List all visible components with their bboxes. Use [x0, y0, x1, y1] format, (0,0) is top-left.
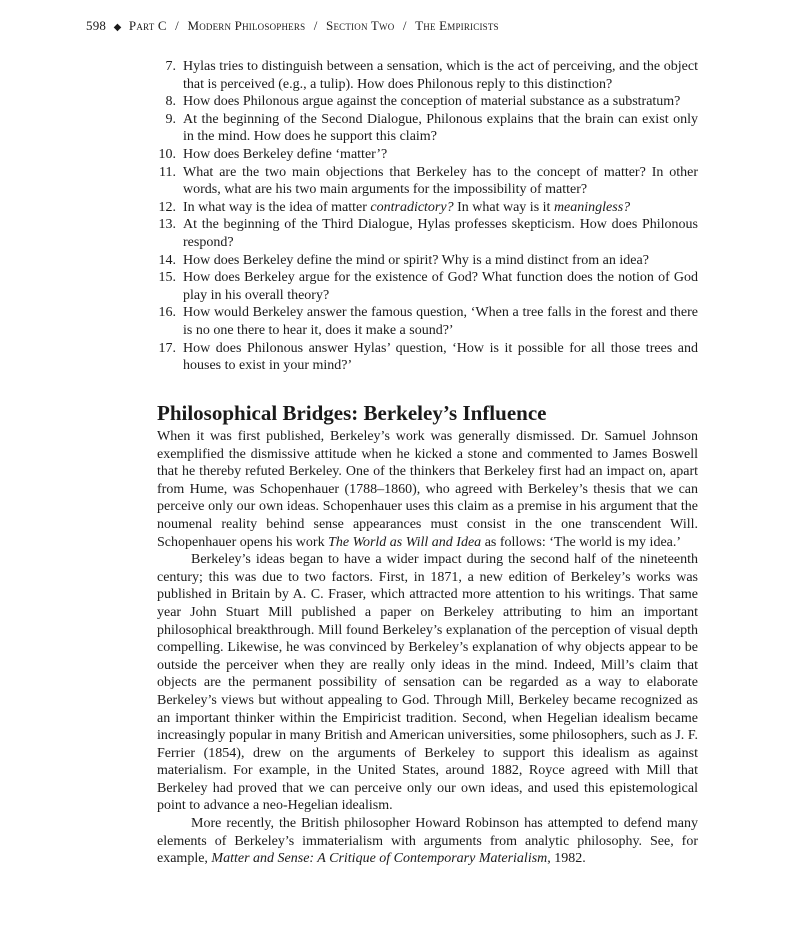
- header-separator: /: [175, 18, 179, 33]
- diamond-icon: ◆: [113, 22, 122, 33]
- header-separator: /: [313, 18, 318, 33]
- section-heading: Philosophical Bridges: Berkeley’s Influence: [157, 401, 547, 425]
- question-text: How does Berkeley define the mind or spirit? Why is a mind distinct from an idea?: [183, 252, 649, 268]
- question-text: How does Berkeley define ‘matter’?: [183, 146, 388, 162]
- question-text: How would Berkeley answer the famous question, ‘When a tree falls in the forest and there is no one there to hear it, does it make a sound?’: [183, 305, 698, 338]
- question-item: [157, 199, 698, 217]
- page-number: 598: [86, 18, 107, 33]
- question-item: [157, 164, 698, 199]
- question-text: Hylas tries to distinguish between a sensation, which is the act of perceiving, and the object that is perceived (e.g., a tulip). How does Philonous reply to this distinction?: [183, 59, 698, 92]
- paragraph-text: More recently, the British philosopher Howard Robinson has attempted to defend many elements of Berkeley’s immaterialism with arguments from analytic philosophy. See, for example,: [157, 816, 698, 867]
- question-item: [157, 58, 698, 93]
- question-text: What are the two main objections that Berkeley has to the concept of matter? In other words, what are his two main arguments for the impossibility of matter?: [183, 164, 698, 198]
- study-questions-list: [157, 58, 698, 375]
- question-item: [157, 340, 698, 375]
- question-number: 13.: [158, 217, 176, 233]
- question-number: 7.: [165, 59, 176, 74]
- question-item: [157, 93, 698, 111]
- question-text-part: In what way is it: [453, 199, 554, 215]
- question-text: How does Philonous argue against the conception of material substance as a substratum?: [183, 94, 681, 110]
- header-section: Section Two: [326, 18, 395, 33]
- paragraph-text: When it was first published, Berkeley’s work was generally dismissed. Dr. Samuel Johnson exemplified the dismissive attitude when he kicked a stone and commented to James Boswell that he thereby refuted Berkeley. One of the thinkers that Berkeley first had an impact on, apart from Hume, was Schopenhauer (1788–1860), who agreed with Berkeley’s thesis that we can perceive only our own ideas. Schopenhauer uses this claim as a premise in his argument that the noumenal reality behind sense appearances must consist in the one transcendent Will. Schopenhauer opens his work: [157, 429, 698, 550]
- question-number: 8.: [165, 94, 176, 110]
- question-emphasis: contradictory?: [370, 199, 454, 215]
- question-number: 10.: [158, 146, 176, 162]
- header-separator: /: [402, 18, 407, 33]
- question-number: 17.: [158, 340, 176, 356]
- paragraph-text: , 1982.: [547, 851, 586, 867]
- question-item: [157, 269, 698, 304]
- book-title: Matter and Sense: A Critique of Contemporary Materialism: [211, 851, 548, 867]
- question-number: 15.: [158, 270, 176, 286]
- question-text-part: In what way is the idea of matter: [183, 199, 371, 215]
- question-number: 9.: [165, 111, 176, 127]
- question-text: At the beginning of the Third Dialogue, Hylas professes skepticism. How does Philonous respond?: [183, 217, 698, 250]
- running-header: [86, 18, 499, 34]
- question-number: 12.: [158, 199, 176, 215]
- question-item: [157, 111, 698, 146]
- header-chapter: The Empiricists: [415, 18, 499, 33]
- question-item: [157, 146, 698, 164]
- question-text: How does Philonous answer Hylas’ question, ‘How is it possible for all those trees and houses to exist in your mind?’: [183, 340, 698, 374]
- paragraph-text: as follows: ‘The world is my idea.’: [481, 534, 682, 550]
- article-body: [157, 428, 698, 868]
- question-text: At the beginning of the Second Dialogue, Philonous explains that the brain can exist only in the mind. How does he support this claim?: [183, 111, 698, 145]
- paragraph: [157, 428, 698, 551]
- question-number: 16.: [158, 305, 176, 321]
- paragraph: [157, 815, 698, 868]
- question-number: 11.: [159, 164, 176, 180]
- header-part: Part C: [128, 18, 167, 33]
- book-title: The World as Will and Idea: [328, 534, 482, 550]
- question-number: 14.: [158, 252, 176, 268]
- question-item: [157, 304, 698, 339]
- header-section-name: Modern Philosophers: [187, 18, 306, 33]
- paragraph: Berkeley’s ideas began to have a wider impact during the second half of the nineteenth century; this was due to two factors. First, in 1871, a new edition of Berkeley’s works was published in Britain by A. C. Fraser, which attracted more attention to his writings. That same year John Stuart Mill published a paper on Berkeley attributing to him an important philosophical breakthrough. Mill found Berkeley’s explanation of the perception of visual depth compelling. Likewise, he was convinced by Berkeley’s explanation of why objects appear to be outside the perceiver when they are really only ideas in the mind. Indeed, Mill’s claim that objects are the permanent possibility of sensation can be regarded as a way to elaborate Berkeley’s views but without appealing to God. Through Mill, Berkeley became recognized as an important thinker within the Empiricist tradition. Second, when Hegelian idealism became increasingly popular in many British and American universities, some philosophers, such as J. F. Ferrier (1854), drew on the arguments of Berkeley to support this idealism as against materialism. For example, in the United States, around 1882, Royce agreed with Mill that Berkeley had proved that we can perceive only our own ideas, and used this epistemological point to advance a neo-Hegelian idealism.: [157, 552, 698, 814]
- question-emphasis: meaningless?: [553, 199, 631, 215]
- question-item: [157, 252, 698, 270]
- question-item: [157, 216, 698, 251]
- question-text: How does Berkeley argue for the existence of God? What function does the notion of God play in his overall theory?: [183, 270, 698, 303]
